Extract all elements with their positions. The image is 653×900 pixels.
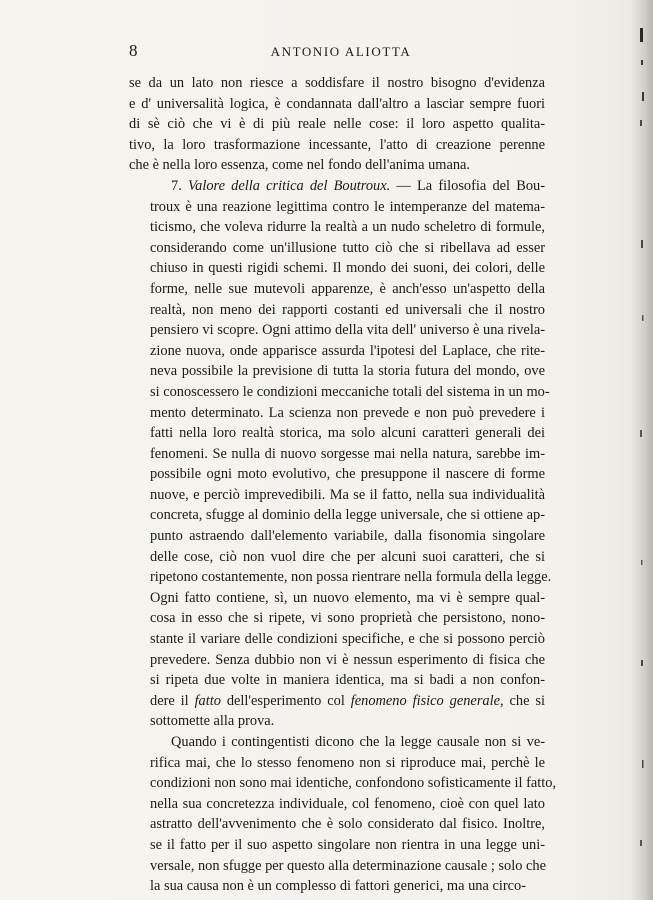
text-line: fenomeni. Se nulla di nuovo sorgesse mai nella natura, sarebbe im- <box>150 445 545 462</box>
text-line: fatti nella loro realtà storica, ma solo alcuni caratteri generali dei <box>150 425 545 442</box>
text-line: mento determinato. La scienza non prevede e non può prevedere i <box>150 404 545 421</box>
body-text <box>129 73 557 897</box>
paragraph <box>129 73 545 176</box>
text-line: astratto dell'avvenimento che è solo considerato dal fisico. Inoltre, <box>150 816 545 833</box>
text-line: neva possibile la previsione di tutta la storia futura del mondo, ove <box>150 363 545 380</box>
text-line: si conoscessero le condizioni meccaniche totali del sistema in un mo- <box>150 383 550 400</box>
text-line: la sua causa non è un complesso di fattori generici, ma una circo- <box>150 878 527 895</box>
text-line: concreta, sfugge al dominio della legge universale, che si ottiene ap- <box>150 507 545 524</box>
page-header <box>129 40 545 62</box>
text-line: dere il fatto dell'esperimento col fenomeno fisico generale, che si <box>150 692 545 709</box>
text-line: rifica mai, che lo stesso fenomeno non si riproduce mai, perchè le <box>150 754 545 771</box>
text-line: tivo, la loro trasformazione incessante, l'atto di creazione perenne <box>129 136 545 153</box>
text-line: troux è una reazione legittima contro le intemperanze del matema- <box>150 198 545 215</box>
text-line: e d' universalità logica, è condannata dall'altro a lasciar sempre fuori <box>129 95 545 112</box>
paragraph <box>129 732 557 897</box>
italic-phrase: fenomeno fisico generale <box>350 692 501 709</box>
text-line: zione nuova, onde apparisce assurda l'ipotesi del Laplace, che rite- <box>150 342 545 359</box>
text-line: condizioni non sono mai identiche, confondono sofisticamente il fatto, <box>150 775 557 792</box>
text-line: nella sua concretezza individuale, col fenomeno, cioè con quel lato <box>150 795 545 812</box>
text-line: sottomette alla prova. <box>150 713 275 730</box>
text-line: se da un lato non riesce a soddisfare il nostro bisogno d'evidenza <box>129 75 545 91</box>
text-line: punto astraendo dall'elemento variabile, dalla fisonomia singolare <box>150 528 545 545</box>
italic-phrase: Valore della critica del Boutroux. <box>187 177 391 194</box>
text-line: forme, nelle sue mutevoli apparenze, è anch'esso un'aspetto della <box>150 280 545 297</box>
text-line: nuove, e perciò imprevedibili. Ma se il fatto, nella sua individualità <box>150 486 545 503</box>
text-line: che è nella loro essenza, come nel fondo dell'anima umana. <box>129 157 471 174</box>
text-line: cosa in esso che si ripete, vi sono proprietà che persistono, nono- <box>150 610 545 627</box>
text-line: pensiero vi scopre. Ogni attimo della vita dell' universo è una rivela- <box>150 322 545 339</box>
text-line: delle cose, ciò non vuol dire che per alcuni suoi caratteri, che si <box>150 548 545 565</box>
text-line: se il fatto per il suo aspetto singolare non rientra in una legge uni- <box>150 836 545 853</box>
text-line: 7. Valore della critica del Boutroux. — La filosofia del Bou- <box>171 177 546 194</box>
text-line: possibile ogni moto evolutivo, che presuppone il nascere di forme <box>150 466 545 483</box>
text-line: ticismo, che voleva ridurre la realtà a un nudo scheletro di formule, <box>150 219 545 236</box>
text-line: chiuso in questi rigidi schemi. Il mondo dei suoni, dei colori, delle <box>150 260 545 277</box>
text-line: Ogni fatto contiene, sì, un nuovo elemento, ma vi è sempre qual- <box>150 589 545 606</box>
text-line: Quando i contingentisti dicono che la legge causale non si ve- <box>171 734 545 750</box>
text-line: considerando come un'illusione tutto ciò che si ribellava ad esser <box>150 239 545 256</box>
paragraph <box>129 176 552 732</box>
page-number: 8 <box>129 41 138 60</box>
text-line: prevedere. Senza dubbio non vi è nessun esperimento di fisica che <box>150 651 545 668</box>
text-line: realtà, non meno dei rapporti costanti ed universali che il nostro <box>150 301 545 318</box>
italic-phrase: fatto <box>194 692 221 709</box>
text-line: versale, non sfugge per questo alla determinazione causale ; solo che <box>150 857 546 874</box>
binding-edge-marks <box>635 0 649 900</box>
text-line: stante il variare delle condizioni specifiche, e che si possono perciò <box>150 631 545 648</box>
text-line: si ripeta due volte in maniera identica, ma si badi a non confon- <box>150 672 545 689</box>
running-head: ANTONIO ALIOTTA <box>270 44 412 59</box>
text-line: ripetono costantemente, non possa rientrare nella formula della legge. <box>150 569 552 586</box>
text-line: di sè ciò che vi è di più reale nelle cose: il loro aspetto qualita- <box>129 116 545 133</box>
